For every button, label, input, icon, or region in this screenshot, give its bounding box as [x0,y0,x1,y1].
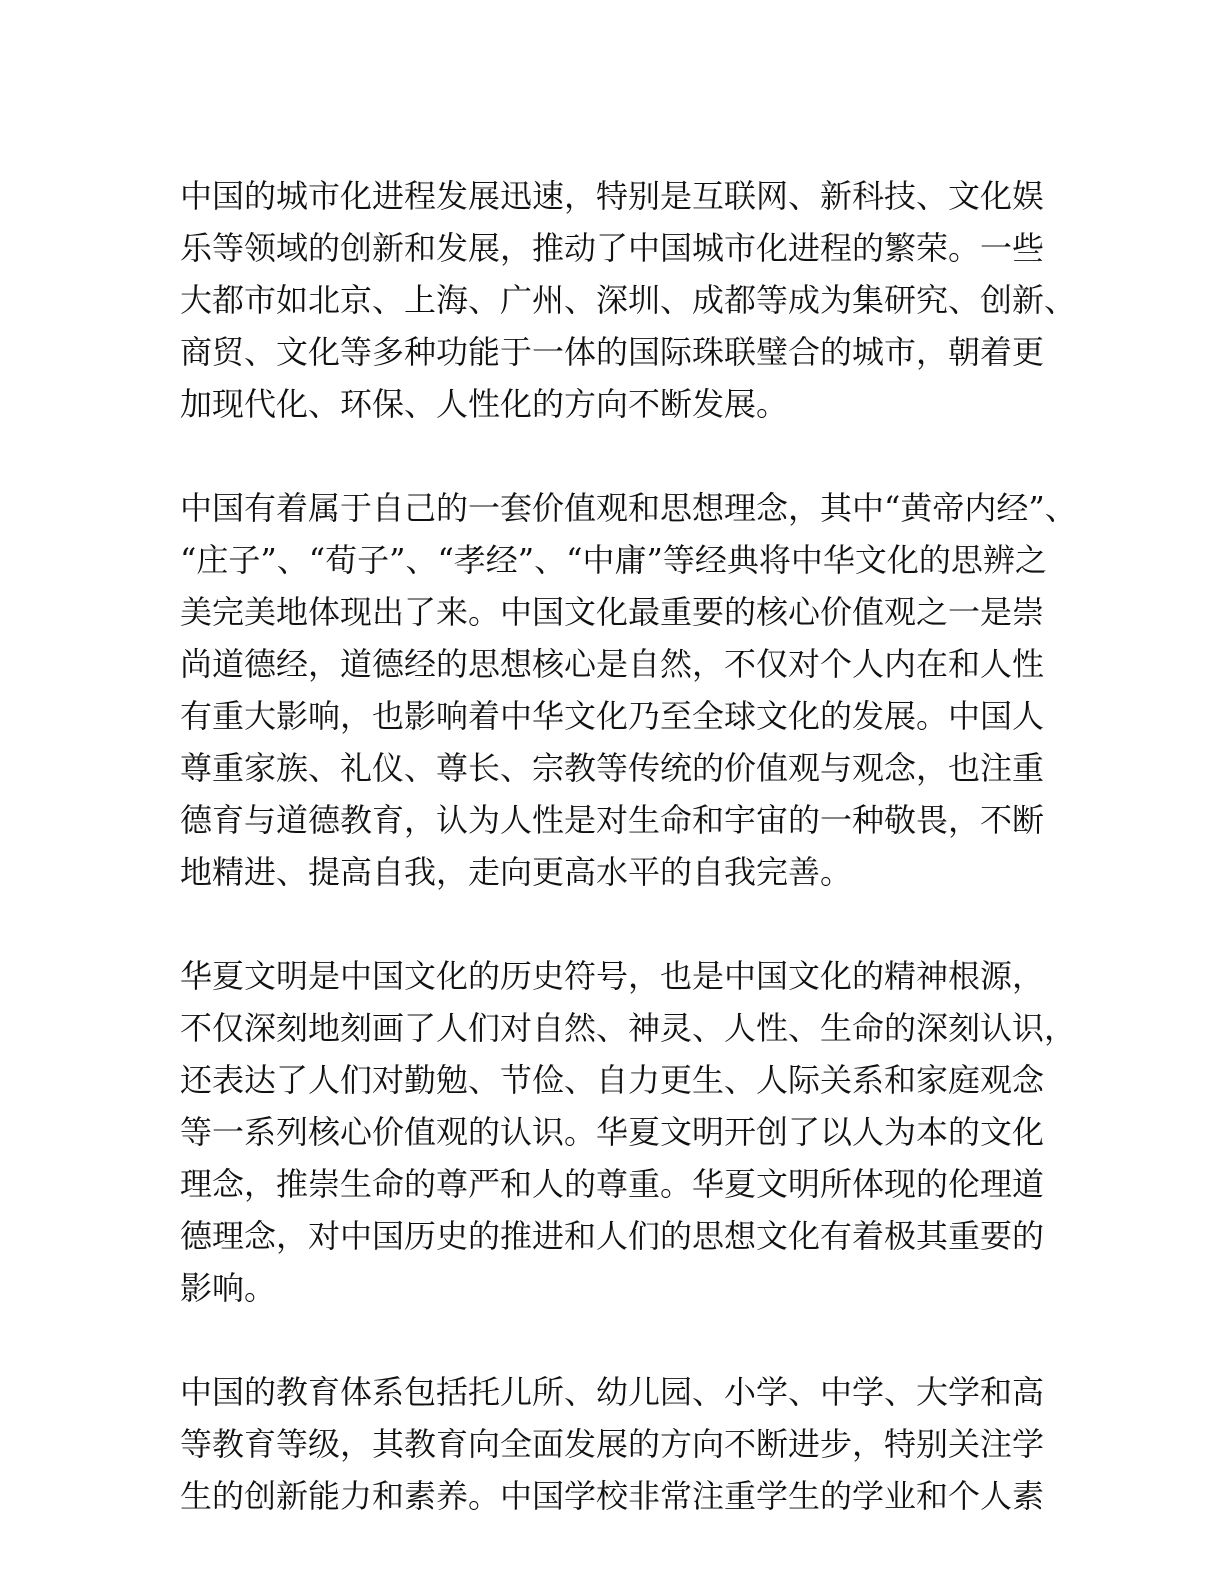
paragraph-gap [180,430,1050,482]
paragraph-urbanization [180,170,1077,430]
text-line: 中国的教育体系包括托儿所、幼儿园、小学、中学、大学和高 [180,1373,1045,1411]
text-line: 有重大影响，也影响着中华文化乃至全球文化的发展。中国人 [180,697,1045,735]
paragraph-gap [180,898,1050,950]
text-line: 商贸、文化等多种功能于一体的国际珠联璧合的城市，朝着更 [180,333,1045,371]
text-line: 德育与道德教育，认为人性是对生命和宇宙的一种敬畏，不断 [180,801,1045,839]
text-line: 不仅深刻地刻画了人们对自然、神灵、人性、生命的深刻认识， [180,1009,1077,1047]
text-line: 还表达了人们对勤勉、节俭、自力更生、人际关系和家庭观念 [180,1061,1045,1099]
paragraph-values [180,482,1077,898]
text-line: 中国有着属于自己的一套价值观和思想理念，其中“黄帝内经”、 [180,489,1077,527]
text-line: 德理念，对中国历史的推进和人们的思想文化有着极其重要的 [180,1217,1045,1255]
text-line: 乐等领域的创新和发展，推动了中国城市化进程的繁荣。一些 [180,229,1045,267]
paragraph-education [180,1366,1050,1522]
text-line: 尊重家族、礼仪、尊长、宗教等传统的价值观与观念，也注重 [180,749,1045,787]
text-line: 生的创新能力和素养。中国学校非常注重学生的学业和个人素 [180,1477,1045,1515]
text-line: “庄子”、“荀子”、“孝经”、“中庸”等经典将中华文化的思辨之 [180,541,1047,579]
text-line: 地精进、提高自我，走向更高水平的自我完善。 [180,853,853,891]
document-body [180,170,1077,1522]
text-line: 影响。 [180,1269,277,1307]
text-line: 尚道德经，道德经的思想核心是自然，不仅对个人内在和人性 [180,645,1045,683]
text-line: 大都市如北京、上海、广州、深圳、成都等成为集研究、创新、 [180,281,1077,319]
text-line: 等教育等级，其教育向全面发展的方向不断进步，特别关注学 [180,1425,1045,1463]
text-line: 中国的城市化进程发展迅速，特别是互联网、新科技、文化娱 [180,177,1045,215]
paragraph-gap [180,1314,1050,1366]
paragraph-civilization [180,950,1077,1314]
text-line: 加现代化、环保、人性化的方向不断发展。 [180,385,789,423]
text-line: 华夏文明是中国文化的历史符号，也是中国文化的精神根源， [180,957,1045,995]
text-line: 美完美地体现出了来。中国文化最重要的核心价值观之一是崇 [180,593,1045,631]
text-line: 理念，推崇生命的尊严和人的尊重。华夏文明所体现的伦理道 [180,1165,1045,1203]
text-line: 等一系列核心价值观的认识。华夏文明开创了以人为本的文化 [180,1113,1045,1151]
